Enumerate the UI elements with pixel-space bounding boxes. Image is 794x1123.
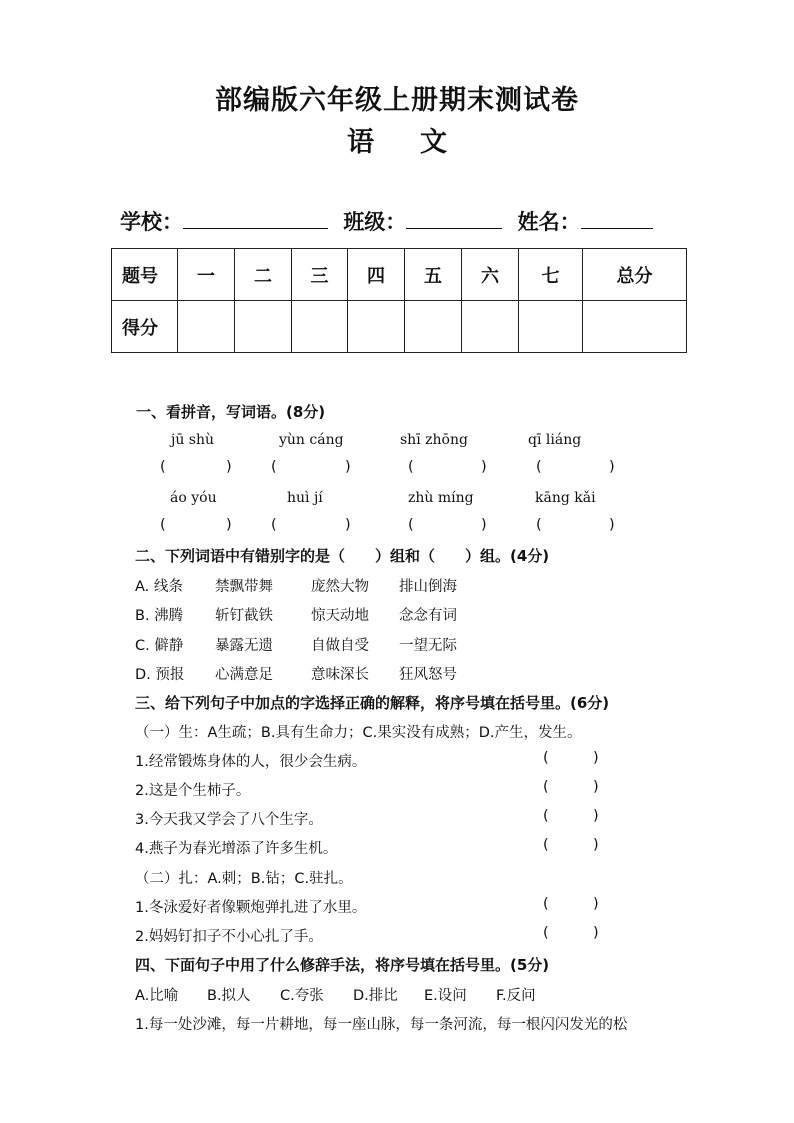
q1-paren-close: ) xyxy=(345,517,351,533)
q1-pinyin: huì jí xyxy=(287,490,323,506)
score-head-cell: 总分 xyxy=(583,249,687,301)
q2-option-word: A. 线条 xyxy=(135,579,183,595)
score-cell[interactable] xyxy=(583,301,687,353)
q2-option-word: 惊天动地 xyxy=(311,608,369,624)
score-head-cell: 五 xyxy=(405,249,462,301)
q3-item: 4.燕子为春光增添了许多生机。 xyxy=(135,841,338,857)
q4-item: 1.每一处沙滩，每一片耕地，每一座山脉，每一条河流，每一根闪闪发光的松 xyxy=(135,1017,628,1033)
q1-paren-close: ) xyxy=(226,517,232,533)
q3-heading: 三、给下列句子中加点的字选择正确的解释，将序号填在括号里。(6分) xyxy=(135,694,610,712)
q4-option: B.拟人 xyxy=(207,988,251,1004)
q3-group2-definition: （二）扎：A.刺；B.钻；C.驻扎。 xyxy=(135,871,353,887)
q1-pinyin: kāng kǎi xyxy=(535,490,596,506)
q2-option-c xyxy=(135,634,457,655)
subject-char-1: 语 xyxy=(347,127,374,158)
q3-answer-open: ( xyxy=(543,837,549,853)
q3-answer-close: ) xyxy=(593,808,599,824)
q1-paren-close: ) xyxy=(609,517,615,533)
q1-pinyin: zhù míng xyxy=(408,490,474,506)
q2-option-word: 念念有词 xyxy=(399,608,457,624)
score-head-cell: 三 xyxy=(292,249,348,301)
class-label: 班级： xyxy=(343,209,407,234)
score-cell[interactable] xyxy=(405,301,462,353)
q3-item: 1.冬泳爱好者像颗炮弹扎进了水里。 xyxy=(135,900,367,916)
q1-paren-open: ( xyxy=(408,459,414,475)
q2-option-word: 庞然大物 xyxy=(311,579,369,595)
q1-paren-close: ) xyxy=(226,459,232,475)
score-cell[interactable] xyxy=(519,301,583,353)
q1-paren-open: ( xyxy=(160,517,166,533)
q3-answer-close: ) xyxy=(593,896,599,912)
q1-paren-close: ) xyxy=(345,459,351,475)
q2-option-word: 自做自受 xyxy=(311,638,369,654)
score-head-cell: 一 xyxy=(178,249,235,301)
q3-item: 3.今天我又学会了八个生字。 xyxy=(135,812,323,828)
q4-option: D.排比 xyxy=(353,988,398,1004)
q1-pinyin: yùn cáng xyxy=(279,432,344,448)
q4-option: E.设问 xyxy=(424,988,467,1004)
school-label: 学校： xyxy=(120,209,183,234)
q1-paren-open: ( xyxy=(408,517,414,533)
q1-pinyin: shī zhōng xyxy=(400,432,468,448)
score-table xyxy=(111,248,687,353)
score-cell[interactable] xyxy=(292,301,348,353)
q1-pinyin: jū shù xyxy=(171,432,215,448)
score-row-label: 得分 xyxy=(112,301,178,353)
school-blank[interactable] xyxy=(183,208,328,229)
q1-paren-open: ( xyxy=(536,517,542,533)
class-blank[interactable] xyxy=(406,208,502,229)
q2-heading: 二、下列词语中有错别字的是（ ）组和（ ）组。(4分) xyxy=(135,547,550,565)
q4-heading: 四、下面句子中用了什么修辞手法，将序号填在括号里。(5分) xyxy=(135,956,550,974)
name-blank[interactable] xyxy=(581,208,653,229)
q3-answer-close: ) xyxy=(593,837,599,853)
q1-paren-open: ( xyxy=(271,459,277,475)
q2-option-word: 一望无际 xyxy=(399,638,457,654)
q3-answer-open: ( xyxy=(543,808,549,824)
q3-item: 2.这是个生柿子。 xyxy=(135,783,251,799)
q1-pinyin: áo yóu xyxy=(170,490,217,506)
q1-paren-open: ( xyxy=(536,459,542,475)
q4-options xyxy=(135,984,536,1005)
q2-option-word: 心满意足 xyxy=(215,667,273,683)
q1-paren-open: ( xyxy=(271,517,277,533)
q3-answer-open: ( xyxy=(543,779,549,795)
q1-pinyin: qī liáng xyxy=(528,432,582,448)
q1-paren-close: ) xyxy=(481,459,487,475)
score-head-cell: 七 xyxy=(519,249,583,301)
score-cell[interactable] xyxy=(348,301,405,353)
score-head-cell: 六 xyxy=(462,249,519,301)
subject-title xyxy=(0,120,794,159)
q2-option-d xyxy=(135,663,457,684)
q1-heading: 一、看拼音，写词语。(8分) xyxy=(136,403,326,421)
q1-paren-close: ) xyxy=(609,459,615,475)
score-cell[interactable] xyxy=(462,301,519,353)
q3-answer-open: ( xyxy=(543,925,549,941)
q4-option: F.反问 xyxy=(496,988,536,1004)
score-head-cell: 二 xyxy=(235,249,292,301)
q2-option-word: 狂风怒号 xyxy=(399,667,457,683)
subject-char-2: 文 xyxy=(420,127,447,158)
q2-option-word: 斩钉截铁 xyxy=(215,608,273,624)
q2-option-word: 暴露无遗 xyxy=(215,638,273,654)
q2-option-word: 禁飘带舞 xyxy=(215,579,273,595)
score-head-cell: 题号 xyxy=(112,249,178,301)
q3-answer-close: ) xyxy=(593,925,599,941)
q1-paren-open: ( xyxy=(160,459,166,475)
q2-option-word: 排山倒海 xyxy=(399,579,457,595)
q3-group1-definition: （一）生：A生疏；B.具有生命力；C.果实没有成熟；D.产生，发生。 xyxy=(135,725,582,741)
q3-answer-close: ) xyxy=(593,750,599,766)
score-cell[interactable] xyxy=(178,301,235,353)
q2-option-word: D. 预报 xyxy=(135,667,185,683)
q2-option-word: 意味深长 xyxy=(311,667,369,683)
score-table-header-row xyxy=(112,249,687,301)
q4-option: C.夸张 xyxy=(280,988,324,1004)
q3-answer-open: ( xyxy=(543,750,549,766)
q2-option-word: C. 僻静 xyxy=(135,638,184,654)
q3-item: 2.妈妈钉扣子不小心扎了手。 xyxy=(135,929,323,945)
score-head-cell: 四 xyxy=(348,249,405,301)
student-info-row xyxy=(120,206,661,236)
q4-option: A.比喻 xyxy=(135,988,179,1004)
q3-answer-close: ) xyxy=(593,779,599,795)
page-title: 部编版六年级上册期末测试卷 xyxy=(215,85,579,116)
q2-option-a xyxy=(135,575,457,596)
q2-option-b xyxy=(135,604,457,625)
q1-paren-close: ) xyxy=(481,517,487,533)
score-table-score-row xyxy=(112,301,687,353)
q3-answer-open: ( xyxy=(543,896,549,912)
score-cell[interactable] xyxy=(235,301,292,353)
q3-item: 1.经常锻炼身体的人，很少会生病。 xyxy=(135,754,367,770)
name-label: 姓名： xyxy=(517,209,581,234)
q2-option-word: B. 沸腾 xyxy=(135,608,184,624)
